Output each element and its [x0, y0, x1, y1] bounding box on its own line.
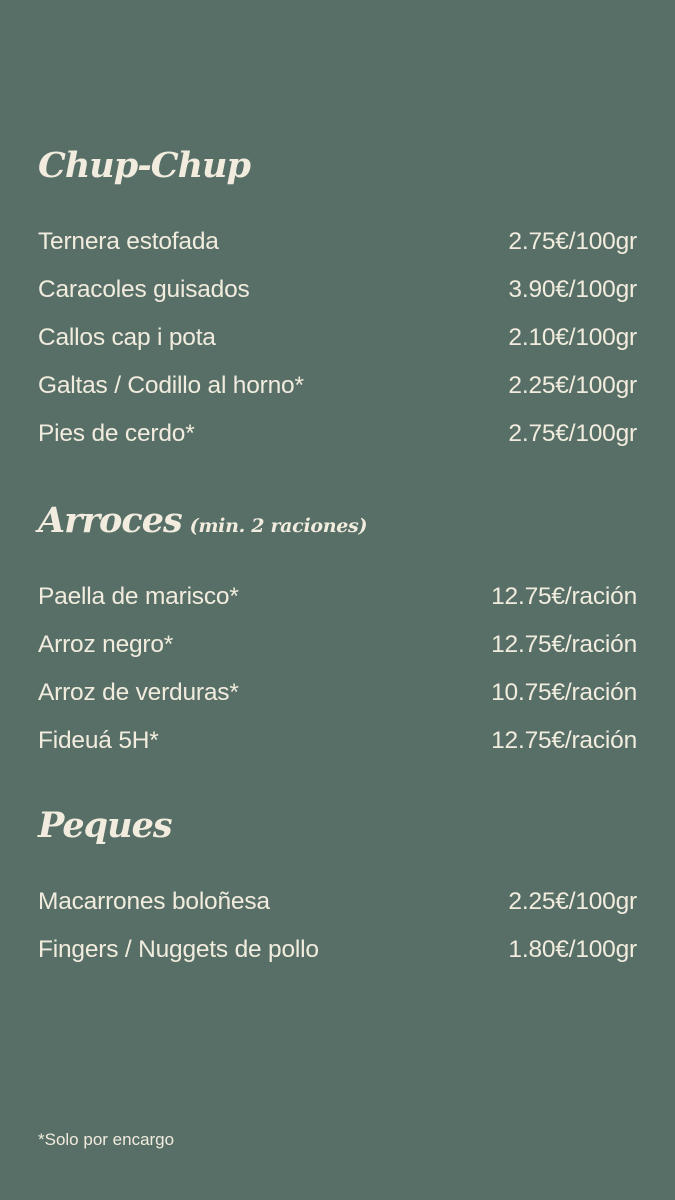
section-note: (min. 2 raciones) — [189, 515, 368, 537]
section-title — [38, 501, 637, 541]
item-price: 1.80€/100gr — [508, 936, 637, 963]
item-name: Callos cap i pota — [38, 324, 216, 351]
menu-list — [38, 573, 637, 765]
item-price: 2.75€/100gr — [508, 420, 637, 447]
item-name: Galtas / Codillo al horno* — [38, 372, 304, 399]
item-name: Ternera estofada — [38, 228, 219, 255]
menu-list — [38, 218, 637, 458]
menu-item — [38, 621, 637, 669]
menu-item — [38, 717, 637, 765]
section-chup-chup — [38, 146, 637, 458]
item-name: Arroz de verduras* — [38, 679, 239, 706]
item-name: Paella de marisco* — [38, 583, 239, 610]
section-title-text: Chup-Chup — [38, 145, 250, 186]
menu-item — [38, 669, 637, 717]
item-price: 2.25€/100gr — [508, 888, 637, 915]
section-title-text: Peques — [38, 805, 172, 846]
item-price: 12.75€/ración — [491, 727, 637, 754]
item-name: Macarrones boloñesa — [38, 888, 270, 915]
menu-item — [38, 410, 637, 458]
section-title — [38, 806, 637, 846]
item-price: 2.25€/100gr — [508, 372, 637, 399]
section-arroces — [38, 501, 637, 765]
item-price: 2.75€/100gr — [508, 228, 637, 255]
item-price: 10.75€/ración — [491, 679, 637, 706]
item-price: 2.10€/100gr — [508, 324, 637, 351]
menu-item — [38, 362, 637, 410]
menu-item — [38, 573, 637, 621]
item-price: 12.75€/ración — [491, 631, 637, 658]
section-title — [38, 146, 637, 186]
item-name: Fideuá 5H* — [38, 727, 159, 754]
menu-item — [38, 266, 637, 314]
menu-item — [38, 926, 637, 974]
item-name: Caracoles guisados — [38, 276, 250, 303]
menu-item — [38, 314, 637, 362]
menu-list — [38, 878, 637, 974]
item-price: 12.75€/ración — [491, 583, 637, 610]
menu-item — [38, 218, 637, 266]
item-name: Fingers / Nuggets de pollo — [38, 936, 319, 963]
menu-item — [38, 878, 637, 926]
item-price: 3.90€/100gr — [508, 276, 637, 303]
section-peques — [38, 806, 637, 974]
item-name: Arroz negro* — [38, 631, 174, 658]
footnote: *Solo por encargo — [38, 1130, 175, 1149]
section-title-text: Arroces — [38, 500, 182, 541]
item-name: Pies de cerdo* — [38, 420, 195, 447]
